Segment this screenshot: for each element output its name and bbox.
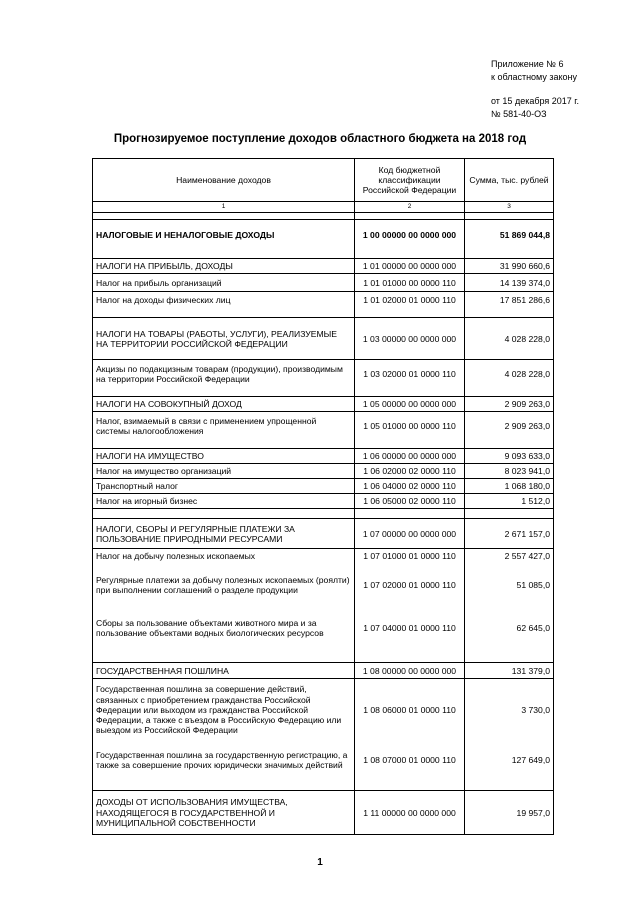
row-name: Налог на доходы физических лиц	[93, 292, 355, 309]
header-amount: Сумма, тыс. рублей	[465, 159, 554, 202]
row-amount: 2 557 427,0	[465, 549, 554, 564]
appendix-line-2: к областному закону	[491, 72, 577, 82]
table-row	[93, 679, 554, 741]
row-amount: 3 730,0	[465, 679, 554, 741]
col-number: 2	[355, 202, 465, 213]
row-code: 1 08 07000 01 0000 110	[355, 741, 465, 779]
table-row	[93, 564, 554, 606]
table-row	[93, 397, 554, 412]
table-row	[93, 292, 554, 309]
row-code: 1 00 00000 00 0000 000	[355, 220, 465, 250]
row-code: 1 05 00000 00 0000 000	[355, 397, 465, 412]
appendix-note	[491, 58, 579, 121]
appendix-line-3: от 15 декабря 2017 г.	[491, 96, 579, 106]
row-code: 1 07 04000 01 0000 110	[355, 606, 465, 650]
revenue-table	[92, 158, 554, 835]
row-code: 1 06 04000 02 0000 110	[355, 479, 465, 494]
row-code: 1 03 00000 00 0000 000	[355, 318, 465, 360]
row-amount: 4 028 228,0	[465, 360, 554, 388]
row-amount: 62 645,0	[465, 606, 554, 650]
row-name: НАЛОГИ НА ПРИБЫЛЬ, ДОХОДЫ	[93, 259, 355, 274]
row-name: ГОСУДАРСТВЕННАЯ ПОШЛИНА	[93, 663, 355, 679]
row-code: 1 07 02000 01 0000 110	[355, 564, 465, 606]
row-name: НАЛОГИ, СБОРЫ И РЕГУЛЯРНЫЕ ПЛАТЕЖИ ЗА ПОЛЬЗОВАНИЕ ПРИРОДНЫМИ РЕСУРСАМИ	[93, 519, 355, 549]
row-code: 1 01 01000 00 0000 110	[355, 274, 465, 292]
row-name: Налог, взимаемый в связи с применением упрощенной системы налогообложения	[93, 412, 355, 440]
row-code: 1 06 00000 00 0000 000	[355, 449, 465, 464]
table-row	[93, 494, 554, 509]
table-row	[93, 220, 554, 250]
row-name: Акцизы по подакцизным товарам (продукции), производимым на территории Российской Федерации	[93, 360, 355, 388]
row-amount: 17 851 286,6	[465, 292, 554, 309]
table-row	[93, 479, 554, 494]
row-amount: 14 139 374,0	[465, 274, 554, 292]
column-number-row	[93, 202, 554, 213]
row-name: ДОХОДЫ ОТ ИСПОЛЬЗОВАНИЯ ИМУЩЕСТВА, НАХОДЯЩЕГОСЯ В ГОСУДАРСТВЕННОЙ И МУНИЦИПАЛЬНОЙ СОБСТВЕННОСТИ	[93, 791, 355, 835]
row-amount: 19 957,0	[465, 791, 554, 835]
appendix-line-1: Приложение № 6	[491, 59, 564, 69]
row-code: 1 01 02000 01 0000 110	[355, 292, 465, 309]
row-amount: 1 512,0	[465, 494, 554, 509]
row-code: 1 08 00000 00 0000 000	[355, 663, 465, 679]
table-header-row	[93, 159, 554, 202]
row-code: 1 05 01000 00 0000 110	[355, 412, 465, 440]
row-name: Регулярные платежи за добычу полезных ископаемых (роялти) при выполнении соглашений о разделе продукции	[93, 564, 355, 606]
table-row	[93, 412, 554, 440]
table-row	[93, 519, 554, 549]
row-amount: 4 028 228,0	[465, 318, 554, 360]
table-row	[93, 791, 554, 835]
row-code: 1 01 00000 00 0000 000	[355, 259, 465, 274]
row-name: Транспортный налог	[93, 479, 355, 494]
row-amount: 131 379,0	[465, 663, 554, 679]
table-row	[93, 259, 554, 274]
row-code: 1 03 02000 01 0000 110	[355, 360, 465, 388]
header-code: Код бюджетной классификации Российской Федерации	[355, 159, 465, 202]
table-row	[93, 663, 554, 679]
page-title: Прогнозируемое поступление доходов областного бюджета на 2018 год	[113, 133, 527, 145]
row-code: 1 06 02000 02 0000 110	[355, 464, 465, 479]
col-number: 3	[465, 202, 554, 213]
row-name: Налог на игорный бизнес	[93, 494, 355, 509]
row-amount: 1 068 180,0	[465, 479, 554, 494]
row-code: 1 08 06000 01 0000 110	[355, 679, 465, 741]
page-number: 1	[317, 857, 323, 868]
row-name: Налог на имущество организаций	[93, 464, 355, 479]
row-name: НАЛОГОВЫЕ И НЕНАЛОГОВЫЕ ДОХОДЫ	[93, 220, 355, 250]
table-row	[93, 449, 554, 464]
col-number: 1	[93, 202, 355, 213]
row-name: Государственная пошлина за государственную регистрацию, а также за совершение прочих юридически значимых действий	[93, 741, 355, 779]
table-row	[93, 549, 554, 564]
row-amount: 51 085,0	[465, 564, 554, 606]
row-amount: 51 869 044,8	[465, 220, 554, 250]
table-row	[93, 318, 554, 360]
row-name: Сборы за пользование объектами животного мира и за пользование объектами водных биологических ресурсов	[93, 606, 355, 650]
row-name: НАЛОГИ НА ИМУЩЕСТВО	[93, 449, 355, 464]
row-amount: 31 990 660,6	[465, 259, 554, 274]
header-name: Наименование доходов	[93, 159, 355, 202]
row-code: 1 11 00000 00 0000 000	[355, 791, 465, 835]
row-amount: 2 909 263,0	[465, 397, 554, 412]
table-row	[93, 606, 554, 650]
row-amount: 127 649,0	[465, 741, 554, 779]
row-code: 1 06 05000 02 0000 110	[355, 494, 465, 509]
table-row	[93, 741, 554, 779]
row-code: 1 07 00000 00 0000 000	[355, 519, 465, 549]
table-row	[93, 360, 554, 388]
row-amount: 9 093 633,0	[465, 449, 554, 464]
row-name: Налог на прибыль организаций	[93, 274, 355, 292]
row-amount: 2 671 157,0	[465, 519, 554, 549]
table-row	[93, 274, 554, 292]
row-code: 1 07 01000 01 0000 110	[355, 549, 465, 564]
row-name: НАЛОГИ НА ТОВАРЫ (РАБОТЫ, УСЛУГИ), РЕАЛИЗУЕМЫЕ НА ТЕРРИТОРИИ РОССИЙСКОЙ ФЕДЕРАЦИИ	[93, 318, 355, 360]
row-name: Государственная пошлина за совершение действий, связанных с приобретением гражданства Российской Федерации или выходом из гражданства Российской Федерации, а также с въездом в Российскую Федерацию или выездом из Российской Федерации	[93, 679, 355, 741]
row-amount: 8 023 941,0	[465, 464, 554, 479]
appendix-line-4: № 581-40-ОЗ	[491, 109, 547, 119]
table-row	[93, 464, 554, 479]
row-amount: 2 909 263,0	[465, 412, 554, 440]
row-name: Налог на добычу полезных ископаемых	[93, 549, 355, 564]
row-name: НАЛОГИ НА СОВОКУПНЫЙ ДОХОД	[93, 397, 355, 412]
